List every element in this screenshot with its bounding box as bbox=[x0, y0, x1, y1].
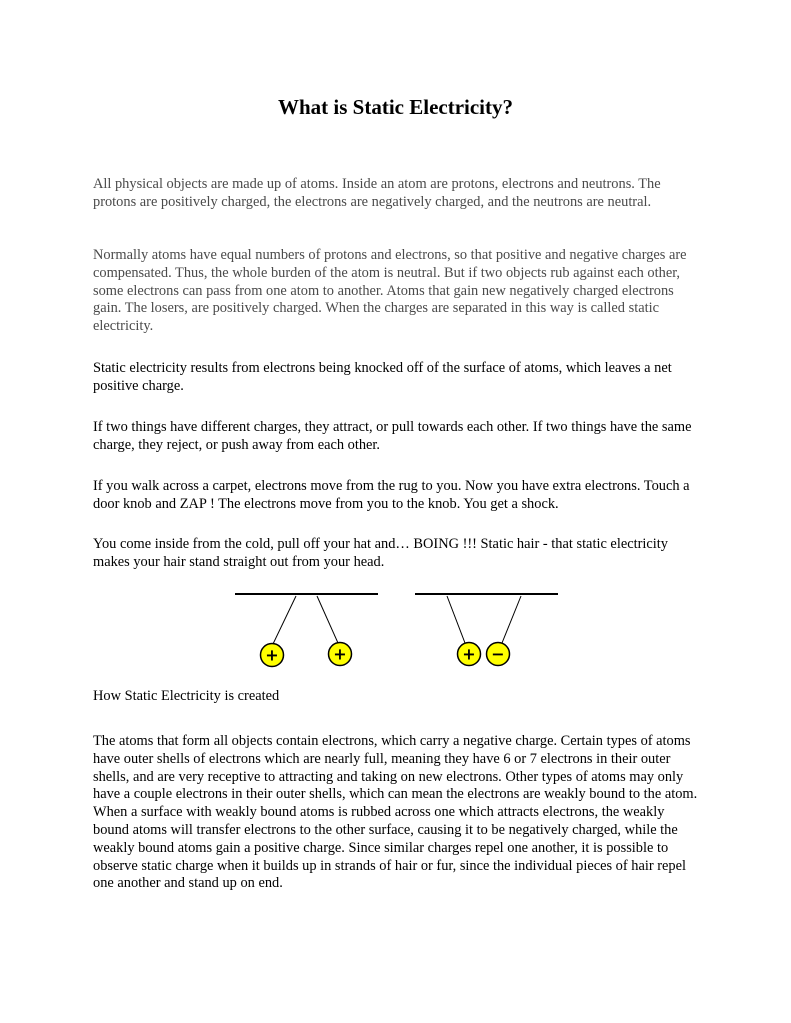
right-thread-1 bbox=[447, 596, 465, 643]
paragraph-carpet: If you walk across a carpet, electrons move from the rug to you. Now you have extra electrons. Touch a door knob and ZAP ! The electrons move from you to the knob. You get a shock. bbox=[93, 478, 690, 512]
paragraph-atoms: All physical objects are made up of atoms. Inside an atom are protons, electrons and neutrons. The protons are positively charged, the electrons are negatively charged, and the neutrons are neutral. bbox=[93, 176, 661, 210]
right-ball-2-sign: − bbox=[491, 644, 505, 664]
left-ball-2 bbox=[329, 643, 352, 666]
paragraph-hair: You come inside from the cold, pull off your hat and… BOING !!! Static hair - that static electricity makes your hair stand straight out from your head. bbox=[93, 536, 668, 570]
right-ball-1 bbox=[458, 643, 481, 666]
left-ball-1-sign: + bbox=[265, 645, 279, 665]
left-thread-1 bbox=[273, 596, 296, 644]
paragraph-attract-repel: If two things have different charges, they attract, or pull towards each other. If two things have the same charge, they reject, or push away from each other. bbox=[93, 419, 692, 453]
paragraph-how-created: The atoms that form all objects contain electrons, which carry a negative charge. Certain types of atoms have outer shells of electrons which are nearly full, meaning they have 6 or 7 electrons in their outer shells, and are very receptive to attracting and taking on new electrons. Other types of atoms may only have a couple electrons in their outer shells, which can mean the electrons are weakly bound to the atom. When a surface with weakly bound atoms is rubbed across one which attracts electrons, the weakly bound atoms will transfer electrons to the other surface, causing it to be negatively charged, while the weakly bound atoms gain a positive charge. Since similar charges repel one another, it is possible to observe static charge when it builds up in strands of hair or fur, since the individual pieces of hair repel one another and stand up on end. bbox=[93, 733, 698, 892]
left-ball-1 bbox=[261, 644, 284, 667]
left-thread-2 bbox=[317, 596, 338, 643]
right-ball-2 bbox=[487, 643, 510, 666]
page-title: What is Static Electricity? bbox=[277, 95, 514, 119]
left-ball-2-sign: + bbox=[333, 644, 347, 664]
section-subheading: How Static Electricity is created bbox=[93, 688, 280, 704]
paragraph-charges: Normally atoms have equal numbers of protons and electrons, so that positive and negative charges are compensated. Thus, the whole burden of the atom is neutral. But if two objects rub against each other, some electrons can pass from one atom to another. Atoms that gain new negatively charged electrons gain. The losers, are positively charged. When the charges are separated in this way is called static electricity. bbox=[93, 247, 687, 335]
right-thread-2 bbox=[502, 596, 521, 643]
paragraph-static-result: Static electricity results from electrons being knocked off of the surface of atoms, which leaves a net positive charge. bbox=[93, 360, 672, 394]
charge-diagram bbox=[225, 585, 570, 670]
right-ball-1-sign: + bbox=[462, 644, 476, 664]
